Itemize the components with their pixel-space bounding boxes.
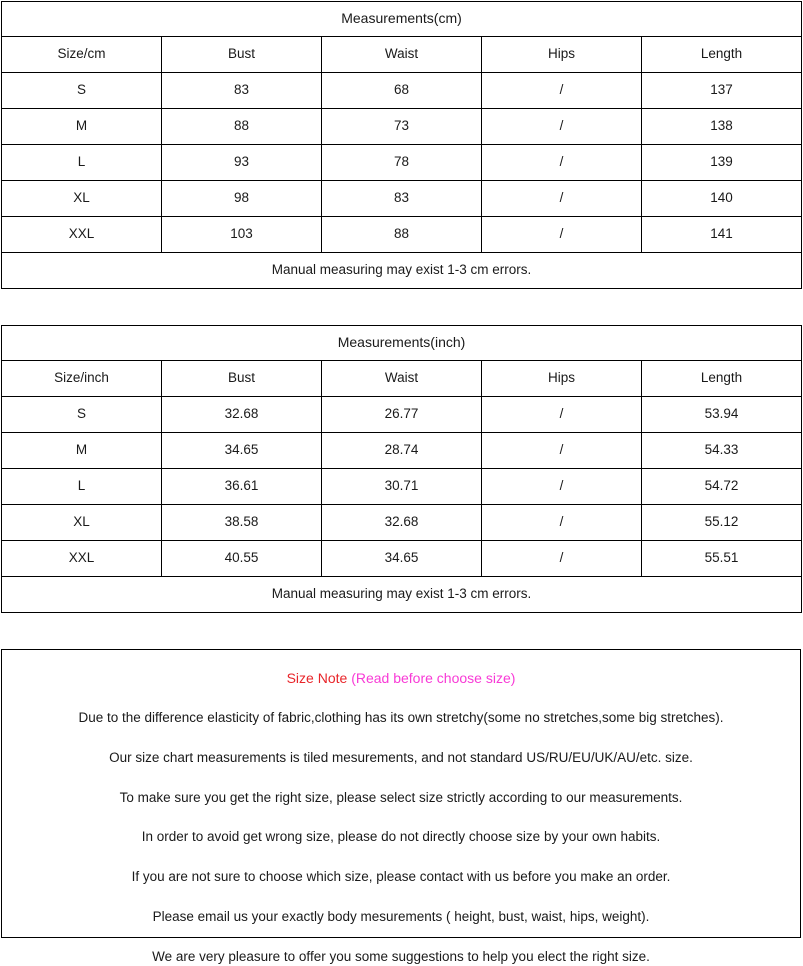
cell-hips: / xyxy=(482,145,642,181)
cell-length: 141 xyxy=(642,217,802,253)
cell-length: 55.12 xyxy=(642,505,802,541)
cell-length: 55.51 xyxy=(642,541,802,577)
column-header-bust: Bust xyxy=(162,37,322,73)
column-header-waist: Waist xyxy=(322,37,482,73)
cell-size: XXL xyxy=(2,217,162,253)
column-header-hips: Hips xyxy=(482,361,642,397)
cell-size: XL xyxy=(2,181,162,217)
cell-size: S xyxy=(2,73,162,109)
cell-bust: 34.65 xyxy=(162,433,322,469)
table-row xyxy=(2,109,802,145)
size-note-list xyxy=(12,710,790,966)
measurements-cm-table xyxy=(1,1,802,289)
cell-bust: 93 xyxy=(162,145,322,181)
size-note-heading-primary: Size Note xyxy=(286,670,348,686)
list-item: In order to avoid get wrong size, please do not directly choose size by your own habits. xyxy=(141,829,661,845)
cell-hips: / xyxy=(482,469,642,505)
cell-bust: 103 xyxy=(162,217,322,253)
table-row xyxy=(2,73,802,109)
cell-size: M xyxy=(2,433,162,469)
cell-length: 54.33 xyxy=(642,433,802,469)
column-header-bust: Bust xyxy=(162,361,322,397)
table-spacer xyxy=(1,289,801,325)
cell-hips: / xyxy=(482,181,642,217)
cell-waist: 78 xyxy=(322,145,482,181)
column-header-size: Size/inch xyxy=(2,361,162,397)
cell-hips: / xyxy=(482,541,642,577)
cell-waist: 28.74 xyxy=(322,433,482,469)
cell-length: 140 xyxy=(642,181,802,217)
cell-bust: 38.58 xyxy=(162,505,322,541)
cell-bust: 32.68 xyxy=(162,397,322,433)
size-note-heading-secondary: (Read before choose size) xyxy=(351,670,516,686)
table-row xyxy=(2,469,802,505)
cell-bust: 83 xyxy=(162,73,322,109)
cell-waist: 34.65 xyxy=(322,541,482,577)
cell-size: M xyxy=(2,109,162,145)
table-spacer xyxy=(1,613,801,649)
list-item: Our size chart measurements is tiled mesurements, and not standard US/RU/EU/UK/AU/etc. size. xyxy=(109,749,693,765)
cell-length: 137 xyxy=(642,73,802,109)
list-item: Please email us your exactly body mesurements ( height, bust, waist, hips, weight). xyxy=(152,909,650,925)
cell-bust: 98 xyxy=(162,181,322,217)
cell-size: L xyxy=(2,469,162,505)
cell-hips: / xyxy=(482,73,642,109)
cell-waist: 30.71 xyxy=(322,469,482,505)
cell-length: 139 xyxy=(642,145,802,181)
table-title-row xyxy=(2,326,802,361)
cell-bust: 88 xyxy=(162,109,322,145)
cell-length: 54.72 xyxy=(642,469,802,505)
column-header-hips: Hips xyxy=(482,37,642,73)
cell-hips: / xyxy=(482,397,642,433)
table-header-row xyxy=(2,37,802,73)
column-header-size: Size/cm xyxy=(2,37,162,73)
cell-waist: 88 xyxy=(322,217,482,253)
cell-waist: 73 xyxy=(322,109,482,145)
cell-hips: / xyxy=(482,505,642,541)
table-row xyxy=(2,541,802,577)
cell-hips: / xyxy=(482,109,642,145)
table-footer-row xyxy=(2,253,802,289)
cell-waist: 68 xyxy=(322,73,482,109)
cell-hips: / xyxy=(482,433,642,469)
size-note-panel xyxy=(1,649,801,965)
column-header-waist: Waist xyxy=(322,361,482,397)
table-row xyxy=(2,181,802,217)
table-row xyxy=(2,145,802,181)
table-header-row xyxy=(2,361,802,397)
list-item: We are very pleasure to offer you some suggestions to help you elect the right size. xyxy=(152,949,650,965)
cell-size: XL xyxy=(2,505,162,541)
cell-size: XXL xyxy=(2,541,162,577)
table-title: Measurements(inch) xyxy=(2,326,802,361)
table-row xyxy=(2,217,802,253)
measurements-inch-table xyxy=(1,325,802,613)
table-title-row xyxy=(2,2,802,37)
column-header-length: Length xyxy=(642,361,802,397)
table-footer-row xyxy=(2,577,802,613)
cell-length: 53.94 xyxy=(642,397,802,433)
table-row xyxy=(2,397,802,433)
list-item: To make sure you get the right size, please select size strictly according to our measurements. xyxy=(119,789,683,805)
table-row xyxy=(2,433,802,469)
cell-size: S xyxy=(2,397,162,433)
column-header-length: Length xyxy=(642,37,802,73)
cell-length: 138 xyxy=(642,109,802,145)
list-item: If you are not sure to choose which size, please contact with us before you make an order. xyxy=(131,869,671,885)
table-title: Measurements(cm) xyxy=(2,2,802,37)
cell-bust: 36.61 xyxy=(162,469,322,505)
cell-hips: / xyxy=(482,217,642,253)
list-item: Due to the difference elasticity of fabric,clothing has its own stretchy(some no stretches,some big stretches). xyxy=(78,709,724,725)
size-note-heading xyxy=(12,670,790,687)
cell-size: L xyxy=(2,145,162,181)
table-footer-note: Manual measuring may exist 1-3 cm errors. xyxy=(2,577,802,613)
cell-waist: 83 xyxy=(322,181,482,217)
table-row xyxy=(2,505,802,541)
cell-bust: 40.55 xyxy=(162,541,322,577)
table-footer-note: Manual measuring may exist 1-3 cm errors. xyxy=(2,253,802,289)
cell-waist: 32.68 xyxy=(322,505,482,541)
cell-waist: 26.77 xyxy=(322,397,482,433)
